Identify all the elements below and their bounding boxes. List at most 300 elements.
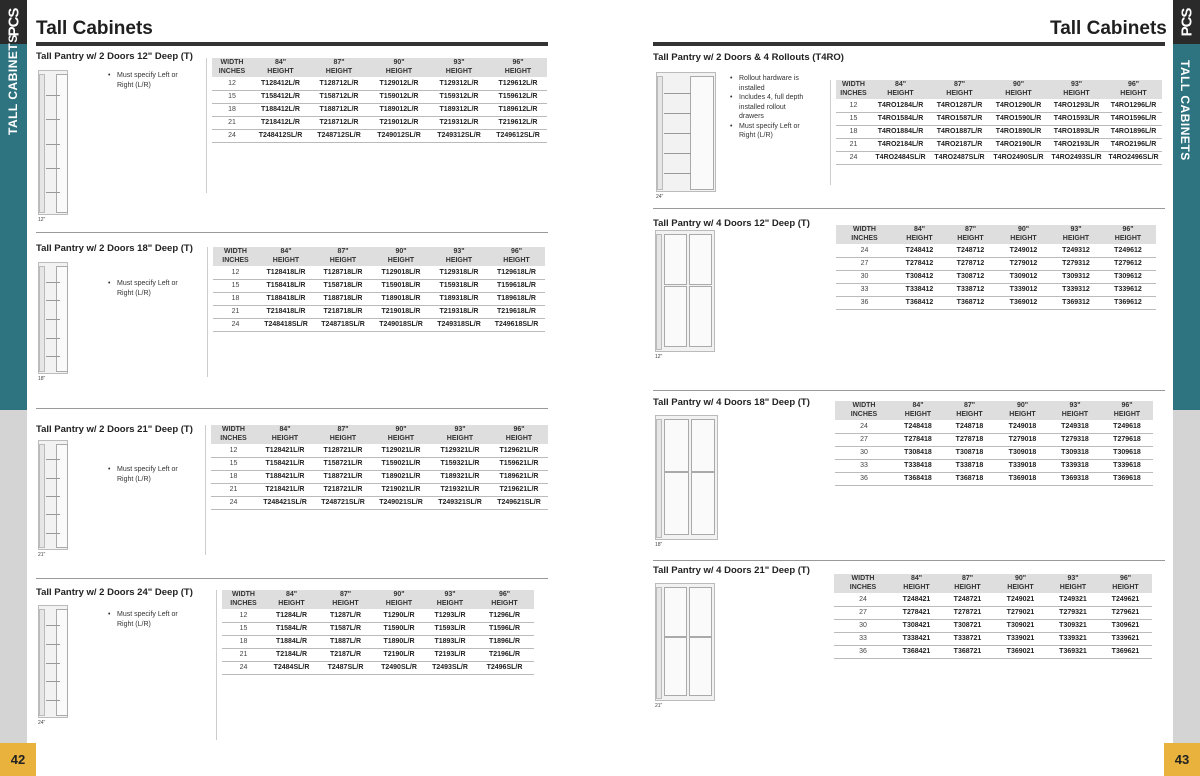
sku-cell: T2496SL/R: [475, 661, 534, 674]
sku-cell: T219618L/R: [488, 305, 545, 318]
sku-cell: T159321L/R: [430, 457, 490, 470]
tab-label: TALL CABINETS: [1178, 60, 1192, 161]
column-header-height: [1048, 80, 1105, 99]
sku-cell: T159318L/R: [430, 279, 488, 292]
sku-cell: T128418L/R: [258, 266, 314, 279]
column-header-line: 93": [444, 591, 456, 598]
column-header-line: 84": [280, 248, 292, 255]
sku-cell: T219621L/R: [490, 483, 548, 496]
price-table: [835, 401, 1153, 486]
sku-cell: T368421: [892, 645, 941, 658]
tab-gray-strip: [1173, 410, 1200, 743]
sku-cell: T128412L/R: [252, 77, 309, 90]
sku-cell: T188712L/R: [309, 103, 369, 116]
tab-gray-strip: [0, 410, 27, 743]
width-cell: 33: [835, 459, 893, 472]
column-header-height: [314, 425, 372, 444]
column-header-line: 93": [1069, 402, 1081, 409]
sku-cell: T339018: [996, 459, 1049, 472]
width-cell: 12: [212, 77, 252, 90]
table-row: [836, 138, 1162, 151]
sku-cell: T2196L/R: [475, 648, 534, 661]
table-row: [836, 257, 1156, 270]
column-header-line: 87": [963, 402, 976, 409]
column-header-line: 87": [333, 59, 345, 66]
column-header-height: [871, 80, 930, 99]
column-header-line: HEIGHT: [954, 583, 981, 591]
width-cell: 12: [836, 99, 871, 112]
sku-cell: T4RO1290L/R: [989, 99, 1048, 112]
depth-dimension-label: 12": [38, 217, 46, 223]
sku-cell: T309018: [996, 446, 1049, 459]
sku-cell: T1296L/R: [475, 609, 534, 622]
column-header-line: HEIGHT: [446, 434, 474, 442]
sku-cell: T219021L/R: [372, 483, 430, 496]
column-header-line: HEIGHT: [1059, 583, 1087, 591]
sku-cell: T279018: [996, 433, 1049, 446]
sku-cell: T219018L/R: [372, 305, 430, 318]
sku-cell: T1587L/R: [318, 622, 373, 635]
column-header-line: 93": [454, 426, 466, 433]
title-rule: [653, 42, 1165, 46]
table-row: [213, 266, 545, 279]
column-header-line: INCHES: [222, 256, 249, 264]
table-row: [212, 129, 547, 142]
column-header-height: [996, 401, 1049, 420]
column-header-line: HEIGHT: [1120, 89, 1147, 97]
sku-cell: T4RO1893L/R: [1048, 125, 1105, 138]
column-header-line: 90": [1017, 226, 1030, 233]
column-header-line: HEIGHT: [946, 89, 973, 97]
width-cell: 21: [211, 483, 256, 496]
column-header-height: [252, 58, 309, 77]
table-row: [835, 420, 1153, 433]
price-table: [222, 590, 534, 675]
column-header-line: 93": [1067, 575, 1079, 582]
depth-dimension-label: 18": [655, 542, 663, 548]
column-header-line: 93": [1070, 226, 1082, 233]
column-header-height: [425, 590, 475, 609]
table-row: [222, 622, 534, 635]
sku-cell: T309321: [1047, 619, 1099, 632]
table-row: [213, 305, 545, 318]
column-header-line: 84": [894, 81, 907, 88]
column-header-height: [893, 225, 946, 244]
column-header-line: 84": [910, 575, 923, 582]
column-header-line: 90": [1016, 402, 1029, 409]
table-row: [834, 645, 1152, 658]
sku-cell: T249012SL/R: [369, 129, 429, 142]
sku-cell: T308712: [946, 270, 995, 283]
table-row: [222, 648, 534, 661]
table-row: [836, 296, 1156, 309]
price-table: [212, 58, 547, 143]
column-header-line: WIDTH: [842, 81, 865, 88]
width-cell: 27: [836, 257, 893, 270]
width-cell: 15: [212, 90, 252, 103]
column-header-line: 84": [279, 426, 291, 433]
column-header-line: INCHES: [218, 67, 246, 75]
column-header-line: 96": [1127, 81, 1140, 88]
table-header-row: [211, 425, 548, 444]
table-row: [211, 496, 548, 509]
sku-cell: T4RO2484SL/R: [871, 151, 930, 164]
sku-cell: T219318L/R: [430, 305, 488, 318]
column-header-height: [941, 574, 994, 593]
note-item: • Must specify Left or Right (L/R): [108, 465, 193, 484]
sku-cell: T338712: [946, 283, 995, 296]
sku-cell: T278412: [893, 257, 946, 270]
sku-cell: T249321SL/R: [430, 496, 490, 509]
width-cell: 18: [222, 635, 265, 648]
width-cell: 15: [211, 457, 256, 470]
column-header-line: HEIGHT: [436, 599, 464, 607]
column-header-height: [265, 590, 318, 609]
table-row: [835, 446, 1153, 459]
column-header-height: [1052, 225, 1100, 244]
sku-cell: T4RO1593L/R: [1048, 112, 1105, 125]
sku-cell: T2484SL/R: [265, 661, 318, 674]
page-title: Tall Cabinets: [36, 18, 153, 39]
column-header-line: WIDTH: [852, 402, 876, 409]
sku-cell: T308418: [893, 446, 943, 459]
sku-cell: T248712SL/R: [309, 129, 369, 142]
sku-cell: T369318: [1049, 472, 1101, 485]
width-cell: 33: [836, 283, 893, 296]
section-separator: [653, 208, 1165, 209]
sku-cell: T249021: [994, 593, 1047, 606]
table-row: [211, 457, 548, 470]
sku-cell: T278418: [893, 433, 943, 446]
sku-cell: T308412: [893, 270, 946, 283]
sku-cell: T128712L/R: [309, 77, 369, 90]
sku-cell: T4RO2493SL/R: [1048, 151, 1105, 164]
table-row: [211, 444, 548, 457]
section-notes: [108, 279, 193, 298]
sku-cell: T129318L/R: [430, 266, 488, 279]
depth-dimension-label: 12": [655, 354, 663, 360]
section-divider-vertical: [216, 590, 217, 740]
width-cell: 24: [212, 129, 252, 142]
column-header-height: [1105, 80, 1162, 99]
sku-cell: T278421: [892, 606, 941, 619]
sku-cell: T128718L/R: [314, 266, 372, 279]
sku-cell: T189321L/R: [430, 470, 490, 483]
section-title: Tall Pantry w/ 2 Doors 21" Deep (T): [36, 424, 193, 435]
column-header-line: HEIGHT: [491, 599, 518, 607]
width-cell: 27: [834, 606, 892, 619]
cabinet-illustration: [38, 440, 68, 550]
cabinet-illustration: [656, 72, 716, 192]
page-number: 43: [1164, 743, 1200, 776]
table-row: [835, 433, 1153, 446]
sku-cell: T309618: [1101, 446, 1153, 459]
width-cell: 15: [836, 112, 871, 125]
column-header-width: [835, 401, 893, 420]
table-row: [212, 90, 547, 103]
sku-cell: T159021L/R: [372, 457, 430, 470]
width-cell: 21: [222, 648, 265, 661]
table-row: [836, 270, 1156, 283]
sku-cell: T249621SL/R: [490, 496, 548, 509]
column-header-line: 96": [1119, 575, 1132, 582]
column-header-line: INCHES: [851, 234, 878, 242]
column-header-line: WIDTH: [224, 248, 247, 255]
section-title: Tall Pantry w/ 4 Doors 18" Deep (T): [653, 397, 810, 408]
sku-cell: T159618L/R: [488, 279, 545, 292]
depth-dimension-label: 18": [38, 376, 46, 382]
table-row: [835, 459, 1153, 472]
sku-cell: T189012L/R: [369, 103, 429, 116]
sku-cell: T369321: [1047, 645, 1099, 658]
sku-cell: T159312L/R: [429, 90, 489, 103]
section-separator: [653, 390, 1165, 391]
width-cell: 21: [213, 305, 258, 318]
sku-cell: T338412: [893, 283, 946, 296]
sku-cell: T279312: [1052, 257, 1100, 270]
column-header-width: [836, 225, 893, 244]
sku-cell: T339618: [1101, 459, 1153, 472]
sku-cell: T4RO1293L/R: [1048, 99, 1105, 112]
sku-cell: T1287L/R: [318, 609, 373, 622]
table-row: [212, 77, 547, 90]
sku-cell: T188421L/R: [256, 470, 314, 483]
sku-cell: T4RO1287L/R: [930, 99, 989, 112]
section-divider-vertical: [206, 58, 207, 193]
section-title: Tall Pantry w/ 2 Doors 12" Deep (T): [36, 51, 193, 62]
sku-cell: T309312: [1052, 270, 1100, 283]
width-cell: 18: [211, 470, 256, 483]
sku-cell: T369621: [1099, 645, 1152, 658]
sku-cell: T339012: [995, 283, 1052, 296]
column-header-line: HEIGHT: [332, 599, 359, 607]
table-row: [836, 283, 1156, 296]
sku-cell: T1290L/R: [373, 609, 425, 622]
width-cell: 24: [222, 661, 265, 674]
width-cell: 12: [222, 609, 265, 622]
section-title: Tall Pantry w/ 4 Doors 12" Deep (T): [653, 218, 810, 229]
sku-cell: T4RO1890L/R: [989, 125, 1048, 138]
sku-cell: T339312: [1052, 283, 1100, 296]
column-header-line: HEIGHT: [385, 599, 413, 607]
sku-cell: T159018L/R: [372, 279, 430, 292]
column-header-line: HEIGHT: [505, 434, 533, 442]
width-cell: 30: [834, 619, 892, 632]
column-header-line: WIDTH: [222, 426, 245, 433]
column-header-line: 90": [395, 426, 407, 433]
table-row: [836, 99, 1162, 112]
column-header-height: [1100, 225, 1156, 244]
sku-cell: T159012L/R: [369, 90, 429, 103]
sku-cell: T369312: [1052, 296, 1100, 309]
sku-cell: T368412: [893, 296, 946, 309]
column-header-line: 87": [339, 591, 352, 598]
width-cell: 36: [835, 472, 893, 485]
sku-cell: T1596L/R: [475, 622, 534, 635]
column-header-height: [488, 247, 545, 266]
sku-cell: T4RO1884L/R: [871, 125, 930, 138]
sku-cell: T2190L/R: [373, 648, 425, 661]
table-row: [836, 244, 1156, 257]
sku-cell: T129018L/R: [372, 266, 430, 279]
sku-cell: T4RO2490SL/R: [989, 151, 1048, 164]
depth-dimension-label: 24": [38, 720, 46, 726]
sku-cell: T309318: [1049, 446, 1101, 459]
sku-cell: T249018: [996, 420, 1049, 433]
cabinet-illustration: [655, 583, 715, 701]
table-row: [835, 472, 1153, 485]
table-header-row: [834, 574, 1152, 593]
sku-cell: T309612: [1100, 270, 1156, 283]
column-header-line: HEIGHT: [325, 67, 353, 75]
column-header-height: [930, 80, 989, 99]
column-header-height: [369, 58, 429, 77]
table-row: [211, 483, 548, 496]
section-notes: [730, 74, 808, 141]
column-header-line: WIDTH: [853, 226, 876, 233]
column-header-line: 87": [337, 426, 349, 433]
table-row: [222, 609, 534, 622]
sku-cell: T1593L/R: [425, 622, 475, 635]
column-header-line: HEIGHT: [1061, 410, 1089, 418]
title-rule: [36, 42, 548, 46]
sku-cell: T129621L/R: [490, 444, 548, 457]
column-header-line: 90": [393, 591, 405, 598]
column-header-line: 84": [274, 59, 287, 66]
column-header-line: HEIGHT: [329, 256, 357, 264]
sku-cell: T248718: [943, 420, 996, 433]
sku-cell: T249018SL/R: [372, 318, 430, 331]
column-header-line: 84": [912, 402, 924, 409]
width-cell: 21: [212, 116, 252, 129]
width-cell: 24: [834, 593, 892, 606]
sku-cell: T309621: [1099, 619, 1152, 632]
sku-cell: T189621L/R: [490, 470, 548, 483]
sku-cell: T339321: [1047, 632, 1099, 645]
section-divider-vertical: [830, 80, 831, 185]
width-cell: 27: [835, 433, 893, 446]
column-header-line: WIDTH: [851, 575, 875, 582]
column-header-line: INCHES: [840, 89, 867, 97]
sku-cell: T309021: [994, 619, 1047, 632]
sku-cell: T2193L/R: [425, 648, 475, 661]
column-header-line: INCHES: [849, 583, 877, 591]
sku-cell: T249618SL/R: [488, 318, 545, 331]
column-header-height: [1047, 574, 1099, 593]
section-title: Tall Pantry w/ 2 Doors 18" Deep (T): [36, 243, 193, 254]
sku-cell: T189318L/R: [430, 292, 488, 305]
section-title: Tall Pantry w/ 4 Doors 21" Deep (T): [653, 565, 810, 576]
sku-cell: T1293L/R: [425, 609, 475, 622]
note-item: • Rollout hardware is installed: [730, 74, 808, 93]
width-cell: 15: [222, 622, 265, 635]
sku-cell: T368718: [943, 472, 996, 485]
column-header-line: HEIGHT: [1005, 89, 1032, 97]
column-header-line: 93": [453, 59, 465, 66]
sku-cell: T1884L/R: [265, 635, 318, 648]
sku-cell: T279012: [995, 257, 1052, 270]
sku-cell: T4RO1584L/R: [871, 112, 930, 125]
column-header-height: [1099, 574, 1152, 593]
sku-cell: T4RO2190L/R: [989, 138, 1048, 151]
sku-cell: T249318SL/R: [430, 318, 488, 331]
sku-cell: T278712: [946, 257, 995, 270]
sku-cell: T339318: [1049, 459, 1101, 472]
column-header-height: [893, 401, 943, 420]
sku-cell: T369612: [1100, 296, 1156, 309]
sku-cell: T1890L/R: [373, 635, 425, 648]
sku-cell: T249021SL/R: [372, 496, 430, 509]
column-header-height: [946, 225, 995, 244]
sku-cell: T129312L/R: [429, 77, 489, 90]
sku-cell: T218712L/R: [309, 116, 369, 129]
sku-cell: T249312: [1052, 244, 1100, 257]
width-cell: 12: [211, 444, 256, 457]
sku-cell: T189612L/R: [489, 103, 547, 116]
sku-cell: T249612: [1100, 244, 1156, 257]
column-header-line: WIDTH: [232, 591, 255, 598]
column-header-line: INCHES: [850, 410, 878, 418]
width-cell: 24: [836, 151, 871, 164]
column-header-height: [943, 401, 996, 420]
sku-cell: T4RO1296L/R: [1105, 99, 1162, 112]
note-item: • Must specify Left or Right (L/R): [108, 610, 193, 629]
sku-cell: T248721: [941, 593, 994, 606]
sku-cell: T4RO1587L/R: [930, 112, 989, 125]
section-title: Tall Pantry w/ 2 Doors & 4 Rollouts (T4RO): [653, 52, 844, 63]
sku-cell: T4RO1590L/R: [989, 112, 1048, 125]
table-row: [834, 606, 1152, 619]
column-header-line: HEIGHT: [271, 434, 299, 442]
column-header-line: 96": [510, 248, 523, 255]
sku-cell: T219612L/R: [489, 116, 547, 129]
column-header-height: [429, 58, 489, 77]
table-row: [213, 292, 545, 305]
column-header-line: HEIGHT: [956, 410, 983, 418]
page-number: 42: [0, 743, 36, 776]
table-header-row: [212, 58, 547, 77]
sku-cell: T128421L/R: [256, 444, 314, 457]
sku-cell: T248421: [892, 593, 941, 606]
sku-cell: T249618: [1101, 420, 1153, 433]
width-cell: 18: [836, 125, 871, 138]
pcs-logo: PCS: [0, 0, 27, 44]
sku-cell: T158712L/R: [309, 90, 369, 103]
table-header-row: [835, 401, 1153, 420]
column-header-line: HEIGHT: [904, 410, 932, 418]
table-header-row: [836, 225, 1156, 244]
price-table: [836, 80, 1162, 165]
table-header-row: [222, 590, 534, 609]
width-cell: 21: [836, 138, 871, 151]
sku-cell: T218412L/R: [252, 116, 309, 129]
sku-cell: T4RO2184L/R: [871, 138, 930, 151]
section-notes: [108, 610, 193, 629]
width-cell: 18: [212, 103, 252, 116]
column-header-line: HEIGHT: [957, 234, 984, 242]
column-header-height: [372, 247, 430, 266]
sku-cell: T248412: [893, 244, 946, 257]
column-header-height: [314, 247, 372, 266]
column-header-line: HEIGHT: [903, 583, 930, 591]
section-notes: [108, 465, 193, 484]
column-header-line: HEIGHT: [1007, 583, 1034, 591]
sku-cell: T188718L/R: [314, 292, 372, 305]
column-header-height: [490, 425, 548, 444]
sku-cell: T219312L/R: [429, 116, 489, 129]
sku-cell: T278721: [941, 606, 994, 619]
column-header-height: [475, 590, 534, 609]
